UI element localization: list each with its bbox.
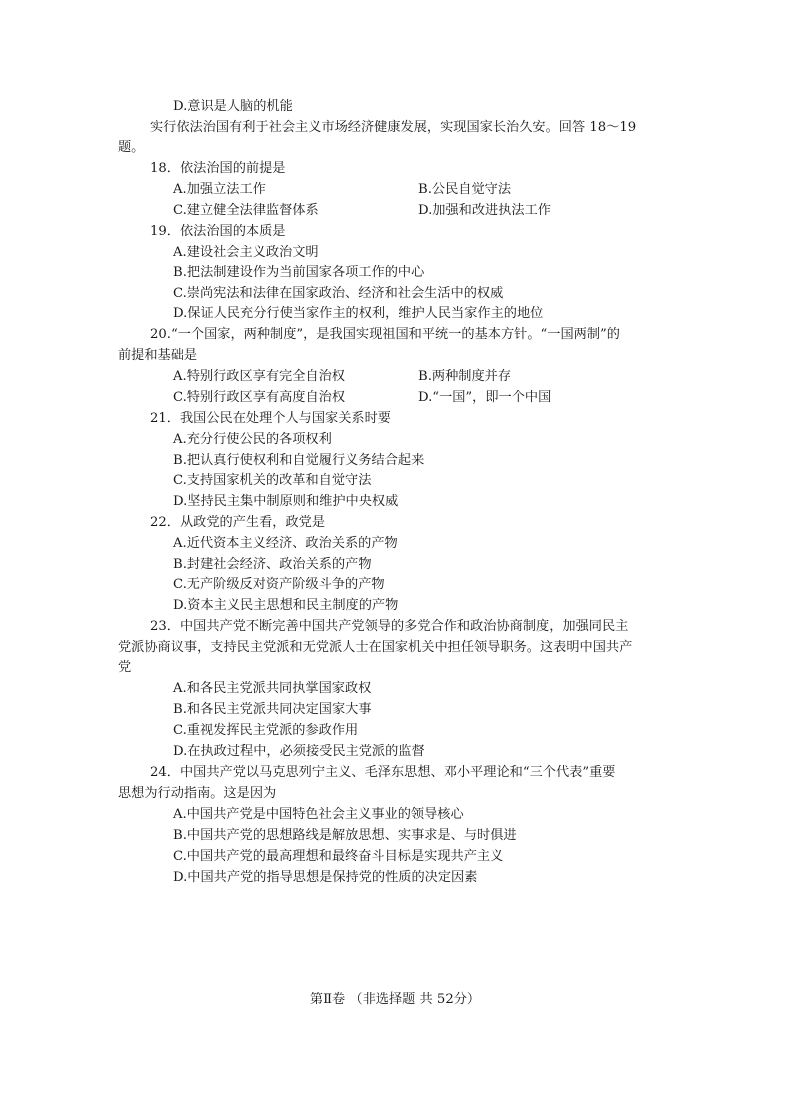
q19-option-b: B.把法制建设作为当前国家各项工作的中心 <box>173 265 425 280</box>
q21-option-b: B.把认真行使权利和自觉履行义务结合起来 <box>173 453 425 468</box>
q18-option-a: A.加强立法工作 <box>173 182 266 197</box>
q18-option-b: B.公民自觉守法 <box>418 182 512 197</box>
q21-option-a: A.充分行使公民的各项权利 <box>173 432 332 447</box>
q23-option-c: C.重视发挥民主党派的参政作用 <box>173 723 359 738</box>
section-footer: 第Ⅱ卷 （非选择题 共 52分） <box>309 992 481 1007</box>
q20-option-b: B.两种制度并存 <box>418 369 512 384</box>
q22-option-d: D.资本主义民主思想和民主制度的产物 <box>173 598 399 613</box>
q24-option-b: B.中国共产党的思想路线是解放思想、实事求是、与时俱进 <box>173 828 517 843</box>
q22-stem: 22．从政党的产生看，政党是 <box>150 515 326 530</box>
q21-stem: 21．我国公民在处理个人与国家关系时要 <box>150 411 391 426</box>
intro-18-19-line1: 实行依法治国有利于社会主义市场经济健康发展，实现国家长治久安。回答 18～19 <box>150 120 637 135</box>
q18-option-c: C.建立健全法律监督体系 <box>173 203 319 218</box>
q20-stem-line1: 20.“一个国家，两种制度”，是我国实现祖国和平统一的基本方针。“一国两制”的 <box>150 327 620 342</box>
q20-option-a: A.特别行政区享有完全自治权 <box>173 369 345 384</box>
q23-stem-line1: 23．中国共产党不断完善中国共产党领导的多党合作和政治协商制度，加强同民主 <box>150 619 629 634</box>
q24-option-d: D.中国共产党的指导思想是保持党的性质的决定因素 <box>173 870 478 885</box>
q22-option-c: C.无产阶级反对资产阶级斗争的产物 <box>173 577 385 592</box>
prev-option-d: D.意识是人脑的机能 <box>173 99 293 114</box>
q23-stem-line2: 党派协商议事，支持民主党派和无党派人士在国家机关中担任领导职务。这表明中国共产 <box>118 640 633 655</box>
q23-option-d: D.在执政过程中，必须接受民主党派的监督 <box>173 744 425 759</box>
q19-option-c: C.崇尚宪法和法律在国家政治、经济和社会生活中的权威 <box>173 286 504 301</box>
q21-option-c: C.支持国家机关的改革和自觉守法 <box>173 473 372 488</box>
q23-option-b: B.和各民主党派共同决定国家大事 <box>173 702 372 717</box>
q23-stem-line3: 党 <box>118 660 132 675</box>
q24-stem-line2: 思想为行动指南。这是因为 <box>118 786 277 801</box>
q20-option-d: D.“一国”，即一个中国 <box>418 390 552 405</box>
q24-option-a: A.中国共产党是中国特色社会主义事业的领导核心 <box>173 807 464 822</box>
q20-option-c: C.特别行政区享有高度自治权 <box>173 390 346 405</box>
q18-option-d: D.加强和改进执法工作 <box>418 203 551 218</box>
q19-option-d: D.保证人民充分行使当家作主的权利，维护人民当家作主的地位 <box>173 306 544 321</box>
intro-18-19-line2: 题。 <box>118 140 145 155</box>
q22-option-a: A.近代资本主义经济、政治关系的产物 <box>173 536 398 551</box>
q18-stem: 18．依法治国的前提是 <box>150 161 286 176</box>
q24-stem-line1: 24．中国共产党以马克思列宁主义、毛泽东思想、邓小平理论和“三个代表”重要 <box>150 765 616 780</box>
q20-stem-line2: 前提和基础是 <box>118 348 198 363</box>
q19-stem: 19．依法治国的本质是 <box>150 224 286 239</box>
q23-option-a: A.和各民主党派共同执掌国家政权 <box>173 681 372 696</box>
q21-option-d: D.坚持民主集中制原则和维护中央权威 <box>173 494 399 509</box>
q22-option-b: B.封建社会经济、政治关系的产物 <box>173 557 372 572</box>
q19-option-a: A.建设社会主义政治文明 <box>173 245 319 260</box>
q24-option-c: C.中国共产党的最高理想和最终奋斗目标是实现共产主义 <box>173 849 504 864</box>
